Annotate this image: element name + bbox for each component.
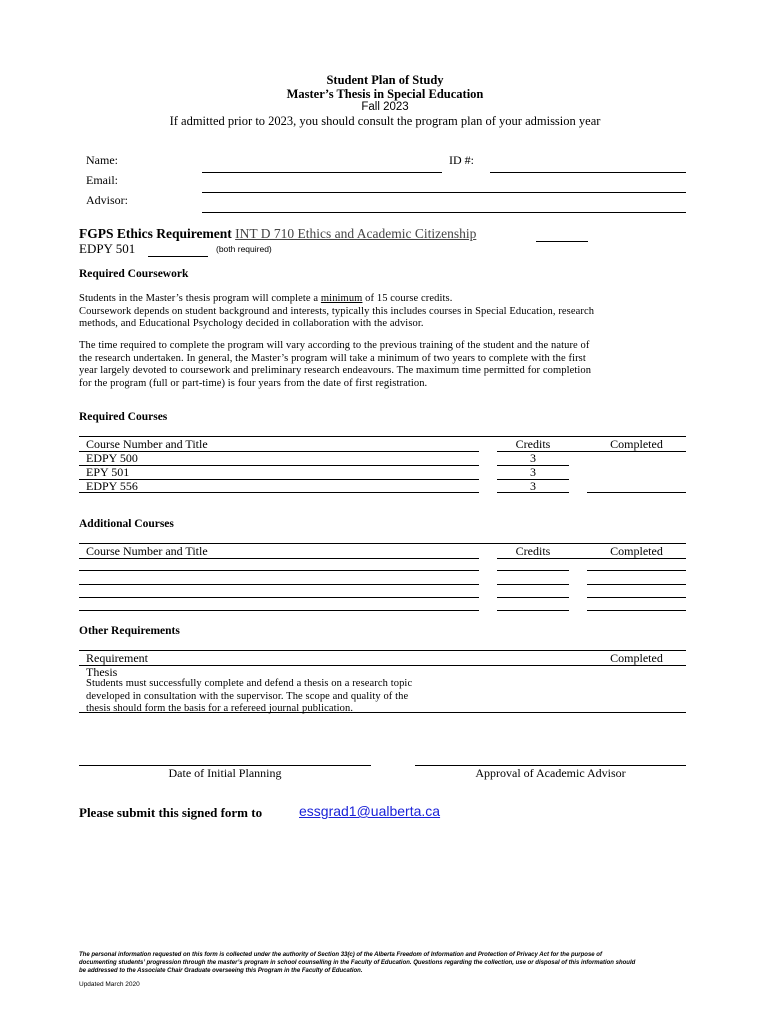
coursework-p1-line2: Coursework depends on student background and interests, typically this includes courses in Special Education, research [79, 305, 595, 317]
date-of-planning-label: Date of Initial Planning [168, 766, 282, 780]
coursework-p1-line3: methods, and Educational Psychology decided in collaboration with the advisor. [79, 318, 424, 329]
table-row-course: EPY 501 [86, 465, 130, 479]
coursework-p2-line3: year largely devoted to coursework and preliminary research endeavours. The maximum time permitted for completion [79, 365, 592, 376]
completed-field[interactable] [587, 597, 686, 598]
coursework-p1-line1: Students in the Master’s thesis program will complete a minimum of 15 course credits. [79, 293, 453, 304]
credits-field[interactable] [497, 597, 569, 598]
add-col-completed-header: Completed [610, 544, 663, 558]
course-field[interactable] [79, 597, 479, 598]
thesis-desc-line2: developed in consultation with the supervisor. The scope and quality of the [86, 690, 409, 702]
other-req-header-rule [79, 665, 686, 666]
coursework-paragraph-2 [79, 340, 694, 390]
credits-field[interactable] [497, 610, 569, 611]
privacy-line2: documenting students’ progression through the master’s program in school counselling in the Faculty of Education. Questions regarding the collection, use or disposal of this information should [79, 960, 636, 966]
other-col-completed-header: Completed [610, 651, 663, 665]
row-rule [79, 479, 479, 480]
form-term: Fall 2023 [361, 101, 409, 113]
completed-field[interactable] [587, 610, 686, 611]
advisor-field[interactable] [202, 212, 686, 213]
thesis-desc-line1: Students must successfully complete and defend a thesis on a research topic [86, 678, 413, 689]
coursework-paragraph-1 [79, 293, 694, 331]
add-col-credits-header: Credits [515, 544, 551, 558]
completed-field[interactable] [587, 584, 686, 585]
other-col-requirement-header: Requirement [86, 651, 148, 665]
credits-field[interactable] [497, 570, 569, 571]
additional-courses-heading: Additional Courses [79, 518, 174, 530]
row-rule [497, 492, 569, 493]
credits-field[interactable] [497, 584, 569, 585]
coursework-p2-line1: The time required to complete the program will vary according to the previous training of the student and the nature of [79, 340, 590, 351]
add-col-course-header: Course Number and Title [86, 544, 208, 558]
add-header-rule-course [79, 558, 479, 559]
course-field[interactable] [79, 570, 479, 571]
completed-field[interactable] [587, 492, 686, 493]
thesis-desc-line3: thesis should form the basis for a refereed journal publication. [86, 703, 354, 714]
ethics-completed-field[interactable] [536, 241, 588, 242]
course-field[interactable] [79, 584, 479, 585]
req-col-credits-header: Credits [515, 437, 551, 451]
table-row-credits: 3 [530, 465, 536, 479]
thesis-description [86, 678, 486, 716]
row-rule [79, 492, 479, 493]
required-courses-heading: Required Courses [79, 411, 168, 423]
required-coursework-heading: Required Coursework [79, 268, 189, 280]
coursework-p2-line4: for the program (full or part-time) is four years from the date of first registration. [79, 377, 428, 389]
name-label: Name: [86, 153, 118, 167]
edpy-501-field[interactable] [148, 256, 208, 257]
table-row-course: EDPY 500 [86, 451, 138, 465]
form-subtitle: Master’s Thesis in Special Education [286, 87, 484, 101]
both-required-note: (both required) [216, 244, 272, 254]
completed-field[interactable] [587, 570, 686, 571]
admission-notice: If admitted prior to 2023, you should consult the program plan of your admission year [169, 114, 601, 128]
table-row-course: EDPY 556 [86, 479, 138, 493]
ethics-course: INT D 710 Ethics and Academic Citizenship [235, 226, 477, 241]
privacy-line1: The personal information requested on this form is collected under the authority of Section 33(c) of the Alberta Freedom of Information and Protection of Privacy Act for the purpose of [79, 952, 602, 958]
table-row-credits: 3 [530, 479, 536, 493]
updated-date: Updated March 2020 [79, 981, 140, 988]
email-label: Email: [86, 173, 118, 187]
ethics-row [79, 226, 476, 242]
submit-email-link[interactable]: essgrad1@ualberta.ca [299, 803, 441, 819]
email-field[interactable] [202, 192, 686, 193]
privacy-notice [79, 951, 694, 975]
form-title: Student Plan of Study [326, 73, 444, 87]
req-header-rule-course [79, 451, 479, 452]
id-label: ID #: [449, 153, 474, 167]
name-field[interactable] [202, 172, 442, 173]
thesis-completed-field[interactable] [79, 712, 686, 713]
ethics-label: FGPS Ethics Requirement [79, 226, 232, 241]
req-col-completed-header: Completed [610, 437, 663, 451]
advisor-approval-label: Approval of Academic Advisor [475, 766, 626, 780]
req-col-course-header: Course Number and Title [86, 437, 208, 451]
add-header-rule-right [497, 558, 686, 559]
privacy-line3: be addressed to the Associate Chair Graduate overseeing this Program in the Faculty of Education. [79, 968, 363, 974]
advisor-label: Advisor: [86, 193, 128, 207]
row-rule [79, 465, 479, 466]
course-field[interactable] [79, 610, 479, 611]
other-requirements-heading: Other Requirements [79, 625, 180, 637]
table-row-credits: 3 [530, 451, 536, 465]
thesis-label: Thesis [86, 665, 118, 679]
id-field[interactable] [490, 172, 686, 173]
coursework-p2-line2: the research undertaken. In general, the Master’s program will take a minimum of two years to complete with the first [79, 352, 586, 364]
edpy-501-label: EDPY 501 [79, 241, 136, 256]
submit-instruction: Please submit this signed form to [79, 805, 263, 820]
